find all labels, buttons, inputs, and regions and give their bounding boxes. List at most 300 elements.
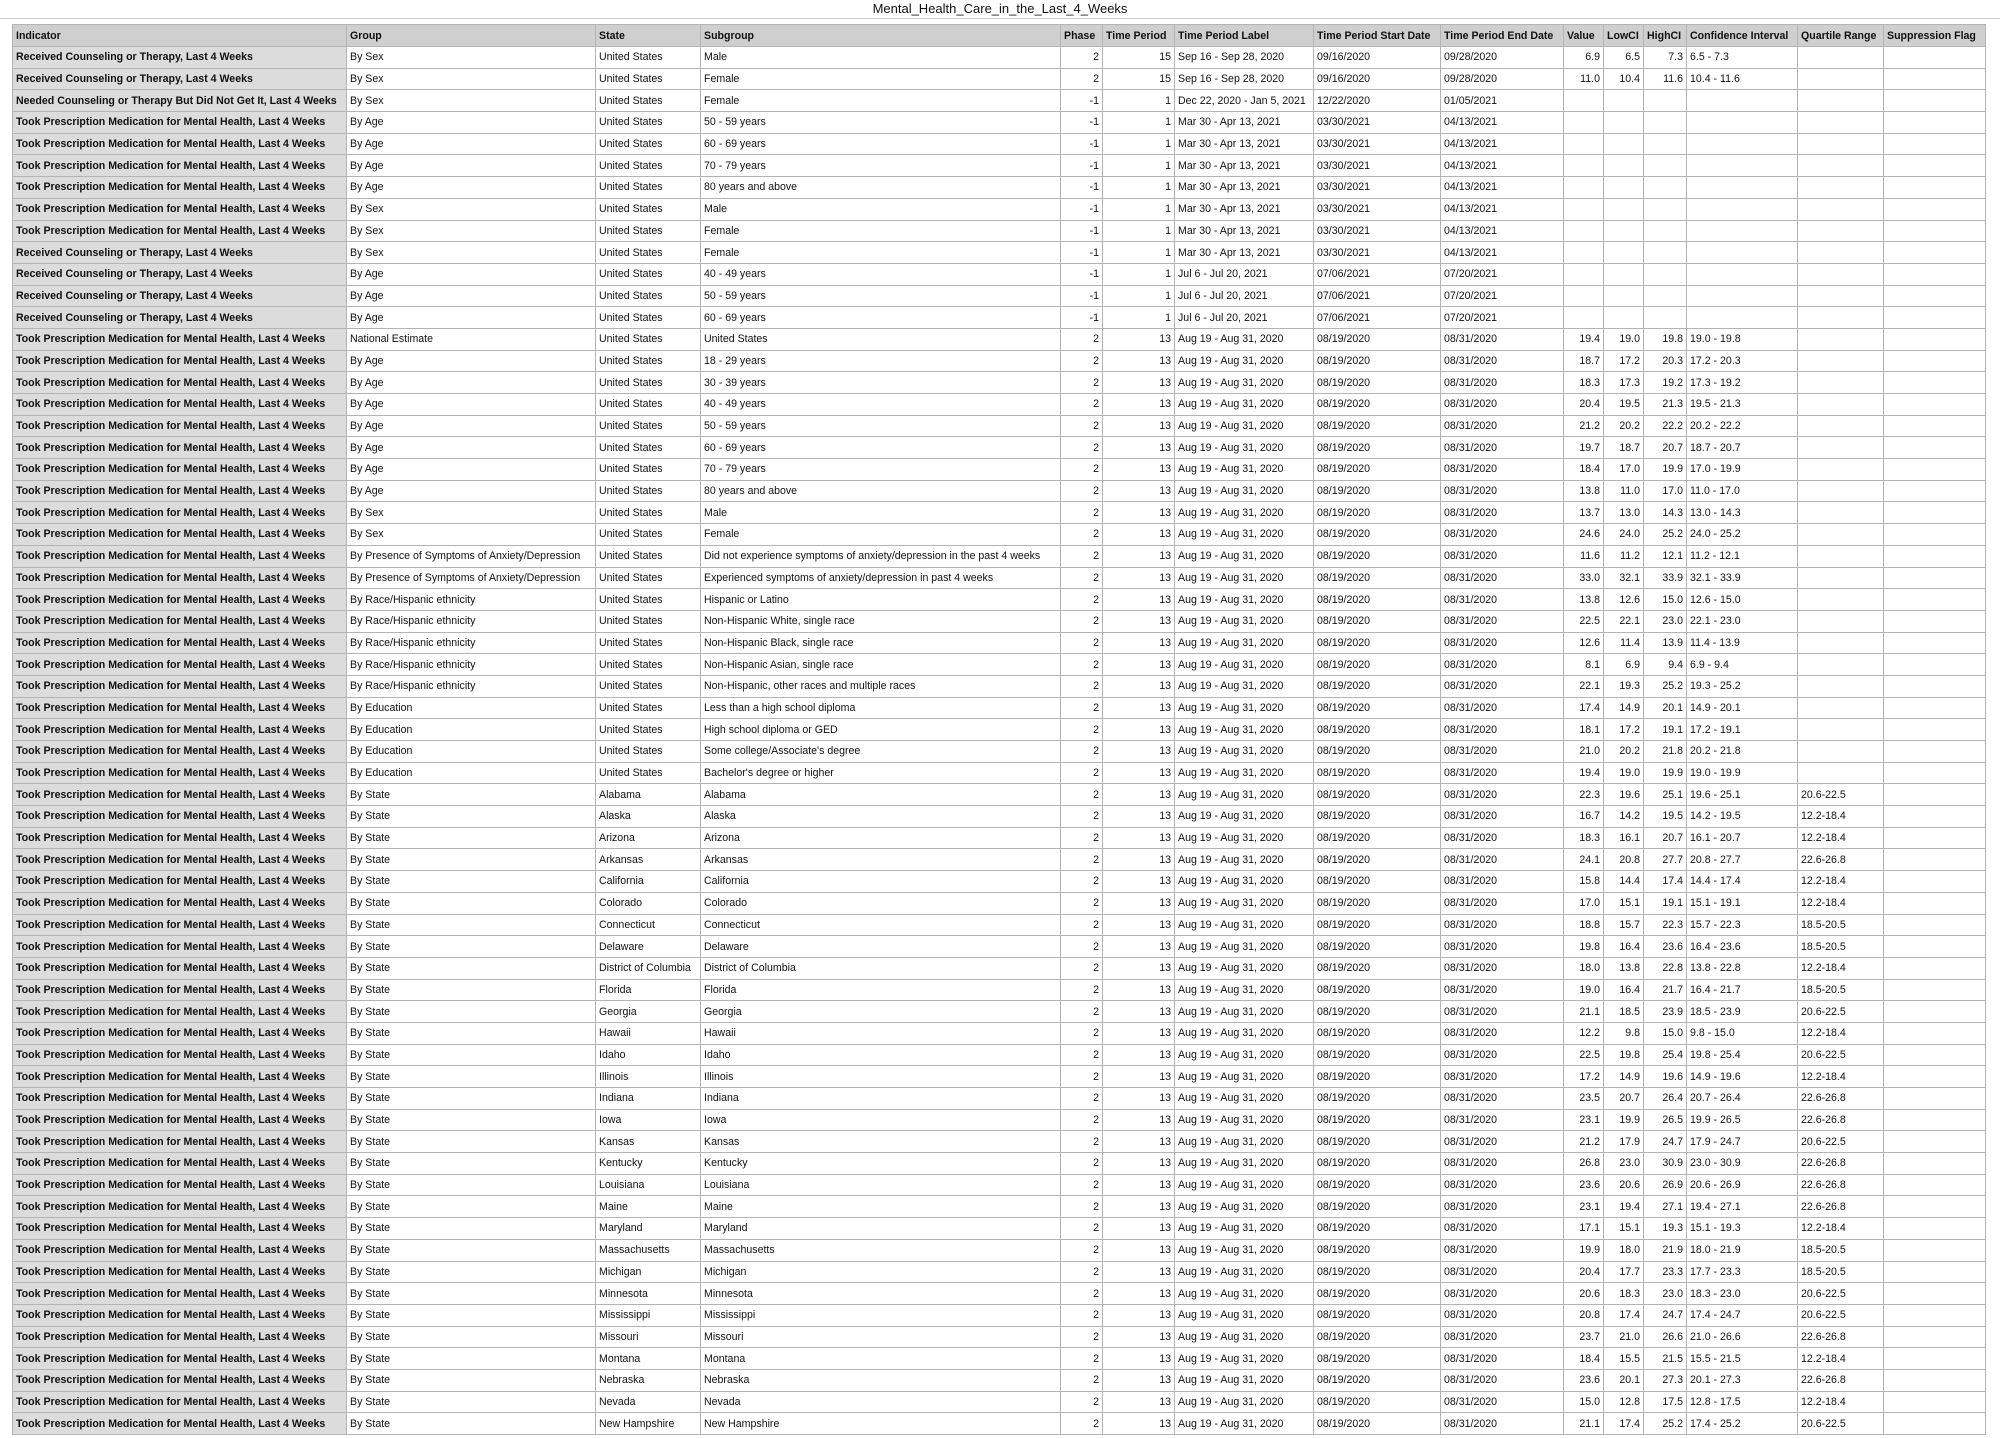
cell-time-period-start-date[interactable]: 03/30/2021 <box>1314 198 1441 220</box>
cell-state[interactable]: United States <box>596 220 701 242</box>
cell-value[interactable]: 24.1 <box>1564 849 1604 871</box>
cell-group[interactable]: By State <box>347 827 596 849</box>
cell-highci[interactable] <box>1644 307 1687 329</box>
cell-time-period-start-date[interactable]: 08/19/2020 <box>1314 632 1441 654</box>
cell-time-period-end-date[interactable]: 04/13/2021 <box>1441 242 1564 264</box>
cell-lowci[interactable]: 19.0 <box>1604 762 1644 784</box>
cell-time-period-start-date[interactable]: 08/19/2020 <box>1314 1413 1441 1435</box>
cell-quartile-range[interactable] <box>1798 589 1884 611</box>
cell-time-period-end-date[interactable]: 08/31/2020 <box>1441 1413 1564 1435</box>
cell-time-period-label[interactable]: Aug 19 - Aug 31, 2020 <box>1175 1369 1314 1391</box>
cell-time-period-label[interactable]: Aug 19 - Aug 31, 2020 <box>1175 480 1314 502</box>
cell-highci[interactable]: 19.3 <box>1644 1218 1687 1240</box>
cell-time-period-end-date[interactable]: 08/31/2020 <box>1441 719 1564 741</box>
cell-lowci[interactable]: 24.0 <box>1604 524 1644 546</box>
cell-time-period-end-date[interactable]: 08/31/2020 <box>1441 610 1564 632</box>
cell-time-period-end-date[interactable]: 04/13/2021 <box>1441 112 1564 134</box>
cell-phase[interactable]: 2 <box>1061 567 1103 589</box>
cell-highci[interactable] <box>1644 177 1687 199</box>
cell-confidence-interval[interactable]: 13.8 - 22.8 <box>1687 957 1798 979</box>
cell-confidence-interval[interactable]: 15.7 - 22.3 <box>1687 914 1798 936</box>
cell-quartile-range[interactable]: 22.6-26.8 <box>1798 1088 1884 1110</box>
cell-phase[interactable]: -1 <box>1061 90 1103 112</box>
cell-lowci[interactable] <box>1604 285 1644 307</box>
cell-state[interactable]: Nevada <box>596 1391 701 1413</box>
cell-highci[interactable] <box>1644 285 1687 307</box>
cell-lowci[interactable]: 18.0 <box>1604 1239 1644 1261</box>
cell-quartile-range[interactable] <box>1798 459 1884 481</box>
cell-time-period[interactable]: 15 <box>1103 68 1175 90</box>
cell-indicator[interactable]: Took Prescription Medication for Mental Health, Last 4 Weeks <box>13 697 347 719</box>
cell-lowci[interactable]: 14.2 <box>1604 806 1644 828</box>
cell-time-period-label[interactable]: Aug 19 - Aug 31, 2020 <box>1175 632 1314 654</box>
cell-time-period-end-date[interactable]: 08/31/2020 <box>1441 654 1564 676</box>
cell-value[interactable] <box>1564 263 1604 285</box>
cell-quartile-range[interactable] <box>1798 155 1884 177</box>
cell-quartile-range[interactable] <box>1798 610 1884 632</box>
cell-quartile-range[interactable]: 20.6-22.5 <box>1798 1044 1884 1066</box>
cell-phase[interactable]: 2 <box>1061 936 1103 958</box>
table-row[interactable] <box>13 914 1986 936</box>
cell-quartile-range[interactable]: 22.6-26.8 <box>1798 1369 1884 1391</box>
cell-suppression-flag[interactable] <box>1884 741 1986 763</box>
cell-subgroup[interactable]: Missouri <box>701 1326 1061 1348</box>
cell-state[interactable]: United States <box>596 741 701 763</box>
cell-group[interactable]: By State <box>347 1261 596 1283</box>
cell-suppression-flag[interactable] <box>1884 112 1986 134</box>
table-row[interactable] <box>13 133 1986 155</box>
cell-highci[interactable]: 17.5 <box>1644 1391 1687 1413</box>
cell-subgroup[interactable]: Male <box>701 47 1061 69</box>
cell-state[interactable]: Nebraska <box>596 1369 701 1391</box>
cell-group[interactable]: By Presence of Symptoms of Anxiety/Depression <box>347 545 596 567</box>
cell-indicator[interactable]: Took Prescription Medication for Mental Health, Last 4 Weeks <box>13 350 347 372</box>
cell-time-period-start-date[interactable]: 08/19/2020 <box>1314 957 1441 979</box>
cell-subgroup[interactable]: 60 - 69 years <box>701 307 1061 329</box>
cell-time-period[interactable]: 13 <box>1103 350 1175 372</box>
cell-time-period-start-date[interactable]: 08/19/2020 <box>1314 459 1441 481</box>
cell-time-period[interactable]: 13 <box>1103 806 1175 828</box>
cell-group[interactable]: By State <box>347 1413 596 1435</box>
cell-indicator[interactable]: Took Prescription Medication for Mental Health, Last 4 Weeks <box>13 112 347 134</box>
cell-time-period-label[interactable]: Aug 19 - Aug 31, 2020 <box>1175 675 1314 697</box>
cell-time-period[interactable]: 15 <box>1103 47 1175 69</box>
cell-lowci[interactable]: 20.2 <box>1604 741 1644 763</box>
cell-indicator[interactable]: Took Prescription Medication for Mental Health, Last 4 Weeks <box>13 1109 347 1131</box>
cell-phase[interactable]: 2 <box>1061 827 1103 849</box>
cell-highci[interactable] <box>1644 90 1687 112</box>
cell-time-period[interactable]: 13 <box>1103 1196 1175 1218</box>
cell-time-period[interactable]: 1 <box>1103 90 1175 112</box>
cell-time-period-label[interactable]: Aug 19 - Aug 31, 2020 <box>1175 892 1314 914</box>
cell-time-period[interactable]: 1 <box>1103 263 1175 285</box>
cell-time-period-start-date[interactable]: 08/19/2020 <box>1314 1283 1441 1305</box>
cell-time-period[interactable]: 13 <box>1103 1348 1175 1370</box>
cell-confidence-interval[interactable]: 14.2 - 19.5 <box>1687 806 1798 828</box>
cell-confidence-interval[interactable]: 16.4 - 23.6 <box>1687 936 1798 958</box>
cell-indicator[interactable]: Took Prescription Medication for Mental Health, Last 4 Weeks <box>13 957 347 979</box>
cell-phase[interactable]: 2 <box>1061 1153 1103 1175</box>
cell-highci[interactable]: 15.0 <box>1644 1022 1687 1044</box>
cell-time-period-start-date[interactable]: 08/19/2020 <box>1314 675 1441 697</box>
cell-phase[interactable]: 2 <box>1061 1261 1103 1283</box>
cell-state[interactable]: United States <box>596 133 701 155</box>
cell-time-period-end-date[interactable]: 04/13/2021 <box>1441 133 1564 155</box>
cell-state[interactable]: Michigan <box>596 1261 701 1283</box>
cell-time-period-label[interactable]: Aug 19 - Aug 31, 2020 <box>1175 1218 1314 1240</box>
cell-subgroup[interactable]: Experienced symptoms of anxiety/depression in past 4 weeks <box>701 567 1061 589</box>
cell-group[interactable]: By Age <box>347 133 596 155</box>
cell-lowci[interactable] <box>1604 242 1644 264</box>
cell-highci[interactable]: 21.8 <box>1644 741 1687 763</box>
cell-suppression-flag[interactable] <box>1884 871 1986 893</box>
cell-time-period-label[interactable]: Aug 19 - Aug 31, 2020 <box>1175 1022 1314 1044</box>
cell-time-period[interactable]: 13 <box>1103 524 1175 546</box>
cell-indicator[interactable]: Took Prescription Medication for Mental Health, Last 4 Weeks <box>13 502 347 524</box>
cell-lowci[interactable]: 15.7 <box>1604 914 1644 936</box>
cell-time-period[interactable]: 13 <box>1103 675 1175 697</box>
cell-suppression-flag[interactable] <box>1884 827 1986 849</box>
cell-group[interactable]: By State <box>347 1044 596 1066</box>
cell-highci[interactable]: 9.4 <box>1644 654 1687 676</box>
cell-time-period-start-date[interactable]: 08/19/2020 <box>1314 394 1441 416</box>
cell-time-period-end-date[interactable]: 04/13/2021 <box>1441 155 1564 177</box>
cell-suppression-flag[interactable] <box>1884 784 1986 806</box>
cell-group[interactable]: By State <box>347 784 596 806</box>
cell-subgroup[interactable]: Kentucky <box>701 1153 1061 1175</box>
cell-suppression-flag[interactable] <box>1884 849 1986 871</box>
cell-indicator[interactable]: Took Prescription Medication for Mental Health, Last 4 Weeks <box>13 1304 347 1326</box>
cell-quartile-range[interactable]: 12.2-18.4 <box>1798 1218 1884 1240</box>
cell-time-period-end-date[interactable]: 08/31/2020 <box>1441 1348 1564 1370</box>
cell-highci[interactable]: 21.3 <box>1644 394 1687 416</box>
cell-suppression-flag[interactable] <box>1884 1066 1986 1088</box>
cell-phase[interactable]: 2 <box>1061 459 1103 481</box>
cell-time-period[interactable]: 13 <box>1103 719 1175 741</box>
cell-state[interactable]: United States <box>596 155 701 177</box>
cell-time-period-end-date[interactable]: 08/31/2020 <box>1441 459 1564 481</box>
table-row[interactable] <box>13 198 1986 220</box>
data-table[interactable] <box>12 24 1986 1435</box>
cell-time-period[interactable]: 13 <box>1103 480 1175 502</box>
cell-time-period-label[interactable]: Aug 19 - Aug 31, 2020 <box>1175 610 1314 632</box>
cell-time-period[interactable]: 13 <box>1103 1044 1175 1066</box>
cell-subgroup[interactable]: Female <box>701 220 1061 242</box>
cell-value[interactable]: 33.0 <box>1564 567 1604 589</box>
cell-time-period-end-date[interactable]: 08/31/2020 <box>1441 1326 1564 1348</box>
cell-time-period[interactable]: 1 <box>1103 242 1175 264</box>
cell-time-period-label[interactable]: Aug 19 - Aug 31, 2020 <box>1175 589 1314 611</box>
cell-subgroup[interactable]: 60 - 69 years <box>701 437 1061 459</box>
cell-value[interactable]: 19.0 <box>1564 979 1604 1001</box>
cell-state[interactable]: United States <box>596 68 701 90</box>
cell-subgroup[interactable]: Female <box>701 68 1061 90</box>
cell-time-period-end-date[interactable]: 08/31/2020 <box>1441 1218 1564 1240</box>
cell-highci[interactable]: 23.0 <box>1644 610 1687 632</box>
cell-time-period-start-date[interactable]: 09/16/2020 <box>1314 47 1441 69</box>
cell-highci[interactable]: 30.9 <box>1644 1153 1687 1175</box>
cell-state[interactable]: United States <box>596 177 701 199</box>
cell-phase[interactable]: 2 <box>1061 719 1103 741</box>
cell-group[interactable]: By State <box>347 1174 596 1196</box>
cell-suppression-flag[interactable] <box>1884 68 1986 90</box>
cell-group[interactable]: By Sex <box>347 198 596 220</box>
cell-suppression-flag[interactable] <box>1884 806 1986 828</box>
cell-time-period-label[interactable]: Aug 19 - Aug 31, 2020 <box>1175 654 1314 676</box>
cell-time-period[interactable]: 1 <box>1103 112 1175 134</box>
cell-time-period-label[interactable]: Aug 19 - Aug 31, 2020 <box>1175 1088 1314 1110</box>
cell-confidence-interval[interactable]: 22.1 - 23.0 <box>1687 610 1798 632</box>
cell-highci[interactable]: 14.3 <box>1644 502 1687 524</box>
cell-time-period-start-date[interactable]: 08/19/2020 <box>1314 589 1441 611</box>
cell-quartile-range[interactable] <box>1798 263 1884 285</box>
column-header-time-period[interactable]: Time Period <box>1103 25 1175 47</box>
table-row[interactable] <box>13 936 1986 958</box>
cell-value[interactable] <box>1564 133 1604 155</box>
cell-state[interactable]: United States <box>596 567 701 589</box>
cell-time-period-end-date[interactable]: 08/31/2020 <box>1441 1153 1564 1175</box>
cell-subgroup[interactable]: Montana <box>701 1348 1061 1370</box>
cell-confidence-interval[interactable] <box>1687 112 1798 134</box>
table-row[interactable] <box>13 1066 1986 1088</box>
table-row[interactable] <box>13 1304 1986 1326</box>
cell-suppression-flag[interactable] <box>1884 1174 1986 1196</box>
cell-quartile-range[interactable] <box>1798 307 1884 329</box>
cell-highci[interactable]: 25.2 <box>1644 675 1687 697</box>
cell-time-period-start-date[interactable]: 08/19/2020 <box>1314 610 1441 632</box>
cell-phase[interactable]: 2 <box>1061 480 1103 502</box>
cell-time-period-end-date[interactable]: 08/31/2020 <box>1441 1391 1564 1413</box>
cell-time-period-label[interactable]: Aug 19 - Aug 31, 2020 <box>1175 1109 1314 1131</box>
cell-phase[interactable]: 2 <box>1061 394 1103 416</box>
cell-time-period-end-date[interactable]: 04/13/2021 <box>1441 220 1564 242</box>
cell-quartile-range[interactable]: 22.6-26.8 <box>1798 1109 1884 1131</box>
cell-highci[interactable] <box>1644 198 1687 220</box>
cell-phase[interactable]: 2 <box>1061 1022 1103 1044</box>
cell-indicator[interactable]: Took Prescription Medication for Mental Health, Last 4 Weeks <box>13 1326 347 1348</box>
cell-state[interactable]: United States <box>596 112 701 134</box>
cell-time-period-label[interactable]: Aug 19 - Aug 31, 2020 <box>1175 1001 1314 1023</box>
cell-subgroup[interactable]: 80 years and above <box>701 177 1061 199</box>
table-row[interactable] <box>13 784 1986 806</box>
cell-suppression-flag[interactable] <box>1884 762 1986 784</box>
cell-time-period[interactable]: 1 <box>1103 198 1175 220</box>
cell-state[interactable]: Maryland <box>596 1218 701 1240</box>
cell-highci[interactable]: 20.7 <box>1644 437 1687 459</box>
cell-state[interactable]: Iowa <box>596 1109 701 1131</box>
cell-group[interactable]: By State <box>347 1283 596 1305</box>
cell-state[interactable]: Illinois <box>596 1066 701 1088</box>
cell-time-period-start-date[interactable]: 03/30/2021 <box>1314 220 1441 242</box>
cell-group[interactable]: By State <box>347 979 596 1001</box>
cell-time-period-label[interactable]: Aug 19 - Aug 31, 2020 <box>1175 1131 1314 1153</box>
cell-indicator[interactable]: Took Prescription Medication for Mental Health, Last 4 Weeks <box>13 372 347 394</box>
cell-time-period-start-date[interactable]: 08/19/2020 <box>1314 1261 1441 1283</box>
cell-subgroup[interactable]: Mississippi <box>701 1304 1061 1326</box>
table-row[interactable] <box>13 90 1986 112</box>
cell-subgroup[interactable]: 18 - 29 years <box>701 350 1061 372</box>
cell-time-period-start-date[interactable]: 08/19/2020 <box>1314 1326 1441 1348</box>
cell-time-period-start-date[interactable]: 08/19/2020 <box>1314 567 1441 589</box>
cell-confidence-interval[interactable]: 14.9 - 19.6 <box>1687 1066 1798 1088</box>
cell-subgroup[interactable]: Alabama <box>701 784 1061 806</box>
cell-subgroup[interactable]: Iowa <box>701 1109 1061 1131</box>
cell-indicator[interactable]: Received Counseling or Therapy, Last 4 Weeks <box>13 68 347 90</box>
cell-confidence-interval[interactable]: 18.7 - 20.7 <box>1687 437 1798 459</box>
cell-indicator[interactable]: Took Prescription Medication for Mental Health, Last 4 Weeks <box>13 632 347 654</box>
cell-confidence-interval[interactable]: 19.5 - 21.3 <box>1687 394 1798 416</box>
cell-suppression-flag[interactable] <box>1884 1391 1986 1413</box>
cell-confidence-interval[interactable]: 20.8 - 27.7 <box>1687 849 1798 871</box>
cell-lowci[interactable]: 12.6 <box>1604 589 1644 611</box>
cell-time-period-end-date[interactable]: 08/31/2020 <box>1441 957 1564 979</box>
cell-highci[interactable]: 24.7 <box>1644 1304 1687 1326</box>
cell-time-period-start-date[interactable]: 08/19/2020 <box>1314 437 1441 459</box>
cell-subgroup[interactable]: Idaho <box>701 1044 1061 1066</box>
cell-state[interactable]: Arizona <box>596 827 701 849</box>
cell-state[interactable]: United States <box>596 762 701 784</box>
cell-group[interactable]: By Race/Hispanic ethnicity <box>347 589 596 611</box>
cell-time-period[interactable]: 13 <box>1103 741 1175 763</box>
cell-time-period[interactable]: 1 <box>1103 285 1175 307</box>
cell-lowci[interactable]: 15.1 <box>1604 892 1644 914</box>
cell-lowci[interactable]: 17.4 <box>1604 1304 1644 1326</box>
cell-subgroup[interactable]: 50 - 59 years <box>701 285 1061 307</box>
cell-highci[interactable]: 22.2 <box>1644 415 1687 437</box>
cell-confidence-interval[interactable] <box>1687 198 1798 220</box>
cell-quartile-range[interactable]: 20.6-22.5 <box>1798 1001 1884 1023</box>
cell-subgroup[interactable]: Non-Hispanic Black, single race <box>701 632 1061 654</box>
cell-quartile-range[interactable] <box>1798 328 1884 350</box>
cell-indicator[interactable]: Received Counseling or Therapy, Last 4 Weeks <box>13 285 347 307</box>
cell-quartile-range[interactable] <box>1798 198 1884 220</box>
cell-phase[interactable]: -1 <box>1061 263 1103 285</box>
cell-confidence-interval[interactable]: 11.2 - 12.1 <box>1687 545 1798 567</box>
cell-time-period[interactable]: 13 <box>1103 892 1175 914</box>
cell-lowci[interactable]: 23.0 <box>1604 1153 1644 1175</box>
cell-quartile-range[interactable] <box>1798 285 1884 307</box>
cell-lowci[interactable]: 19.6 <box>1604 784 1644 806</box>
cell-phase[interactable]: -1 <box>1061 155 1103 177</box>
table-row[interactable] <box>13 263 1986 285</box>
cell-subgroup[interactable]: Did not experience symptoms of anxiety/depression in the past 4 weeks <box>701 545 1061 567</box>
cell-time-period-start-date[interactable]: 08/19/2020 <box>1314 784 1441 806</box>
cell-quartile-range[interactable] <box>1798 242 1884 264</box>
cell-time-period[interactable]: 13 <box>1103 1413 1175 1435</box>
cell-highci[interactable]: 19.2 <box>1644 372 1687 394</box>
table-row[interactable] <box>13 1348 1986 1370</box>
cell-phase[interactable]: 2 <box>1061 610 1103 632</box>
cell-indicator[interactable]: Took Prescription Medication for Mental Health, Last 4 Weeks <box>13 849 347 871</box>
cell-confidence-interval[interactable]: 12.6 - 15.0 <box>1687 589 1798 611</box>
table-row[interactable] <box>13 524 1986 546</box>
cell-quartile-range[interactable]: 18.5-20.5 <box>1798 1261 1884 1283</box>
cell-time-period-label[interactable]: Mar 30 - Apr 13, 2021 <box>1175 220 1314 242</box>
cell-time-period-start-date[interactable]: 03/30/2021 <box>1314 177 1441 199</box>
cell-quartile-range[interactable]: 22.6-26.8 <box>1798 1153 1884 1175</box>
column-header-time-period-start-date[interactable]: Time Period Start Date <box>1314 25 1441 47</box>
cell-time-period-end-date[interactable]: 08/31/2020 <box>1441 589 1564 611</box>
cell-indicator[interactable]: Took Prescription Medication for Mental Health, Last 4 Weeks <box>13 1283 347 1305</box>
cell-time-period-start-date[interactable]: 08/19/2020 <box>1314 1369 1441 1391</box>
cell-time-period[interactable]: 13 <box>1103 1022 1175 1044</box>
cell-subgroup[interactable]: Connecticut <box>701 914 1061 936</box>
cell-time-period-start-date[interactable]: 08/19/2020 <box>1314 480 1441 502</box>
cell-group[interactable]: By State <box>347 1131 596 1153</box>
cell-quartile-range[interactable]: 12.2-18.4 <box>1798 957 1884 979</box>
cell-time-period-end-date[interactable]: 08/31/2020 <box>1441 437 1564 459</box>
cell-value[interactable]: 13.8 <box>1564 589 1604 611</box>
cell-value[interactable]: 17.4 <box>1564 697 1604 719</box>
cell-state[interactable]: Hawaii <box>596 1022 701 1044</box>
cell-subgroup[interactable]: High school diploma or GED <box>701 719 1061 741</box>
cell-highci[interactable]: 19.8 <box>1644 328 1687 350</box>
cell-quartile-range[interactable]: 22.6-26.8 <box>1798 1196 1884 1218</box>
table-row[interactable] <box>13 1174 1986 1196</box>
cell-lowci[interactable]: 18.7 <box>1604 437 1644 459</box>
cell-subgroup[interactable]: Male <box>701 502 1061 524</box>
cell-time-period[interactable]: 13 <box>1103 914 1175 936</box>
cell-time-period-end-date[interactable]: 08/31/2020 <box>1441 1304 1564 1326</box>
cell-lowci[interactable]: 17.9 <box>1604 1131 1644 1153</box>
cell-subgroup[interactable]: Michigan <box>701 1261 1061 1283</box>
cell-time-period-end-date[interactable]: 08/31/2020 <box>1441 675 1564 697</box>
cell-state[interactable]: United States <box>596 350 701 372</box>
cell-value[interactable] <box>1564 242 1604 264</box>
cell-quartile-range[interactable]: 12.2-18.4 <box>1798 892 1884 914</box>
cell-indicator[interactable]: Took Prescription Medication for Mental Health, Last 4 Weeks <box>13 1218 347 1240</box>
cell-subgroup[interactable]: Maine <box>701 1196 1061 1218</box>
cell-indicator[interactable]: Took Prescription Medication for Mental Health, Last 4 Weeks <box>13 784 347 806</box>
cell-state[interactable]: United States <box>596 524 701 546</box>
column-header-state[interactable]: State <box>596 25 701 47</box>
cell-time-period-end-date[interactable]: 07/20/2021 <box>1441 307 1564 329</box>
cell-time-period[interactable]: 13 <box>1103 1109 1175 1131</box>
cell-suppression-flag[interactable] <box>1884 307 1986 329</box>
cell-quartile-range[interactable] <box>1798 654 1884 676</box>
cell-state[interactable]: Alabama <box>596 784 701 806</box>
cell-phase[interactable]: 2 <box>1061 1283 1103 1305</box>
cell-highci[interactable]: 26.6 <box>1644 1326 1687 1348</box>
cell-state[interactable]: Indiana <box>596 1088 701 1110</box>
cell-time-period-end-date[interactable]: 09/28/2020 <box>1441 68 1564 90</box>
cell-time-period-label[interactable]: Mar 30 - Apr 13, 2021 <box>1175 112 1314 134</box>
cell-time-period-start-date[interactable]: 08/19/2020 <box>1314 1391 1441 1413</box>
cell-quartile-range[interactable]: 12.2-18.4 <box>1798 827 1884 849</box>
cell-highci[interactable]: 20.3 <box>1644 350 1687 372</box>
cell-time-period-start-date[interactable]: 07/06/2021 <box>1314 285 1441 307</box>
cell-time-period-label[interactable]: Aug 19 - Aug 31, 2020 <box>1175 1239 1314 1261</box>
cell-state[interactable]: Maine <box>596 1196 701 1218</box>
cell-group[interactable]: By Race/Hispanic ethnicity <box>347 632 596 654</box>
column-header-indicator[interactable]: Indicator <box>13 25 347 47</box>
cell-time-period-label[interactable]: Aug 19 - Aug 31, 2020 <box>1175 545 1314 567</box>
cell-quartile-range[interactable] <box>1798 697 1884 719</box>
cell-time-period-label[interactable]: Aug 19 - Aug 31, 2020 <box>1175 1153 1314 1175</box>
cell-subgroup[interactable]: Non-Hispanic White, single race <box>701 610 1061 632</box>
cell-time-period-end-date[interactable]: 08/31/2020 <box>1441 1001 1564 1023</box>
cell-confidence-interval[interactable]: 11.0 - 17.0 <box>1687 480 1798 502</box>
cell-phase[interactable]: 2 <box>1061 350 1103 372</box>
cell-time-period-end-date[interactable]: 08/31/2020 <box>1441 762 1564 784</box>
cell-indicator[interactable]: Took Prescription Medication for Mental Health, Last 4 Weeks <box>13 177 347 199</box>
cell-time-period-start-date[interactable]: 08/19/2020 <box>1314 1174 1441 1196</box>
cell-indicator[interactable]: Took Prescription Medication for Mental Health, Last 4 Weeks <box>13 1261 347 1283</box>
cell-confidence-interval[interactable] <box>1687 220 1798 242</box>
cell-time-period-end-date[interactable]: 08/31/2020 <box>1441 979 1564 1001</box>
cell-lowci[interactable]: 17.4 <box>1604 1413 1644 1435</box>
cell-subgroup[interactable]: 70 - 79 years <box>701 155 1061 177</box>
